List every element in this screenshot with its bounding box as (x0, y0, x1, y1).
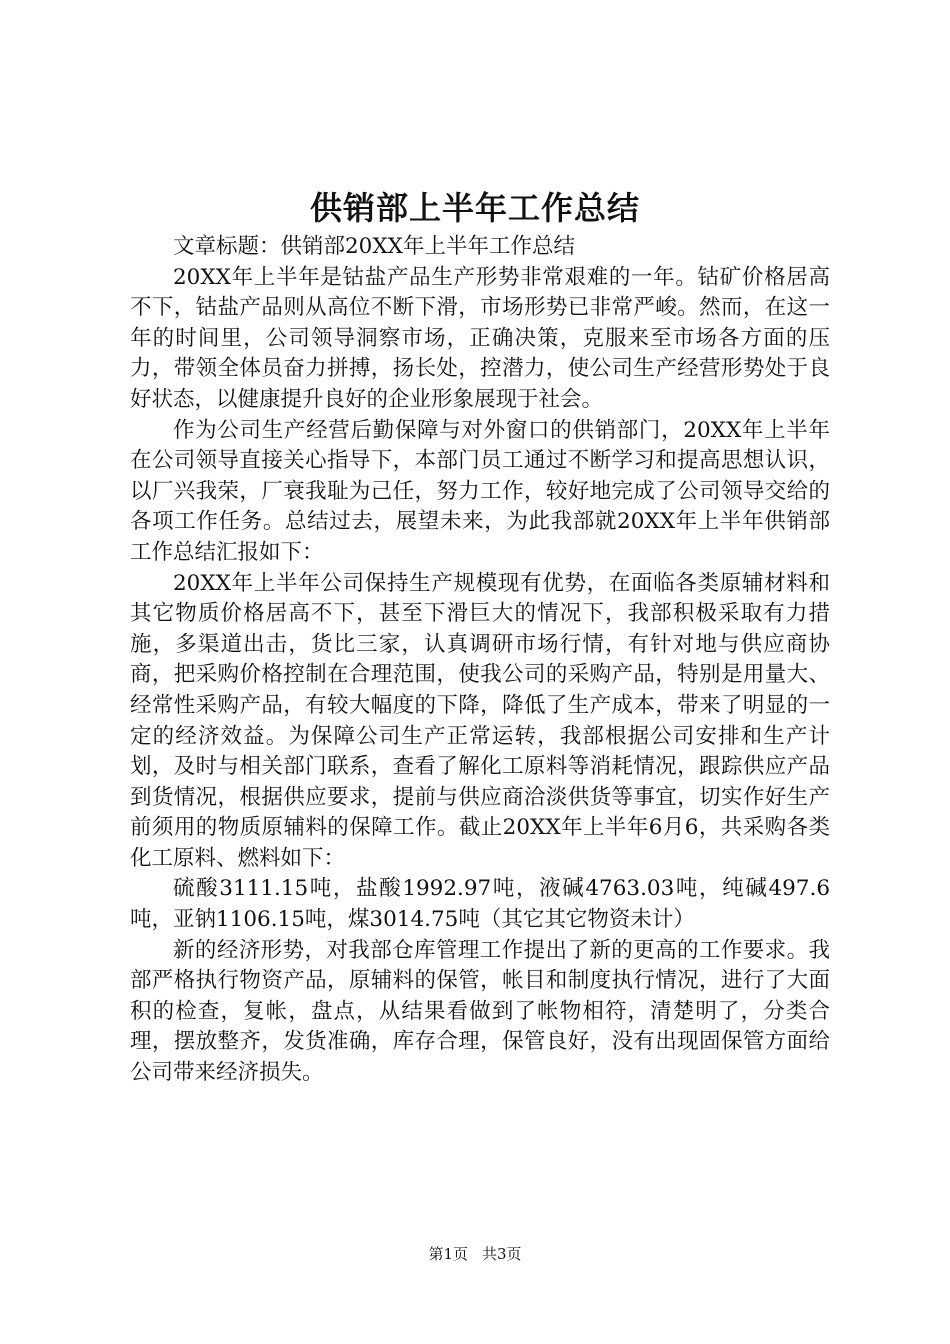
paragraph-overview: 20XX年上半年是钴盐产品生产形势非常艰难的一年。钴矿价格居高不下，钴盐产品则从高位不断下滑，市场形势已非常严峻。然而，在这一年的时间里，公司领导洞察市场，正确决策，克服来至市场各方面的压力，带领全体员奋力拼搏，扬长处，控潜力，使公司生产经营形势处于良好状态，以健康提升良好的企业形象展现于社会。 (130, 264, 830, 412)
paragraph-procurement: 20XX年上半年公司保持生产规模现有优势，在面临各类原辅材料和其它物质价格居高不下，甚至下滑巨大的情况下，我部积极采取有力措施，多渠道出击，货比三家，认真调研市场行情，有针对地与供应商协商，把采购价格控制在合理范围，使我公司的采购产品，特别是用量大、经常性采购产品，有较大幅度的下降，降低了生产成本，带来了明显的一定的经济效益。为保障公司生产正常运转，我部根据公司安排和生产计划，及时与相关部门联系，查看了解化工原料等消耗情况，跟踪供应产品到货情况，根据供应要求，提前与供应商洽淡供货等事宜，切实作好生产前须用的物质原辅料的保障工作。截止20XX年上半年6月6，共采购各类化工原料、燃料如下： (130, 570, 830, 871)
page-total: 共3页 (482, 1245, 522, 1263)
paragraph-department-role: 作为公司生产经营后勤保障与对外窗口的供销部门，20XX年上半年在公司领导直接关心指导下，本部门员工通过不断学习和提高思想认识，以厂兴我荣，厂衰我耻为己任，努力工作，较好地完成了公司领导交给的各项工作任务。总结过去，展望未来，为此我部就20XX年上半年供销部工作总结汇报如下： (130, 417, 830, 565)
document-title: 供销部上半年工作总结 (309, 189, 640, 227)
page-footer (0, 1244, 950, 1264)
paragraph-warehouse-management: 新的经济形势，对我部仓库管理工作提出了新的更高的工作要求。我部严格执行物资产品，原辅料的保管，帐目和制度执行情况，进行了大面积的检查，复帐，盘点，从结果看做到了帐物相符，清楚明了，分类合理，摆放整齐，发货准确，库存合理，保管良好，没有出现固保管方面给公司带来经济损失。 (130, 937, 830, 1086)
paragraph-purchase-quantities: 硫酸3111.15吨，盐酸1992.97吨，液碱4763.03吨，纯碱497.6吨，亚钠1106.15吨，煤3014.75吨（其它其它物资未计） (130, 876, 830, 933)
article-heading-line: 文章标题：供销部20XX年上半年工作总结 (173, 234, 575, 259)
document-body (130, 232, 830, 1089)
page-number: 第1页 (428, 1245, 468, 1263)
